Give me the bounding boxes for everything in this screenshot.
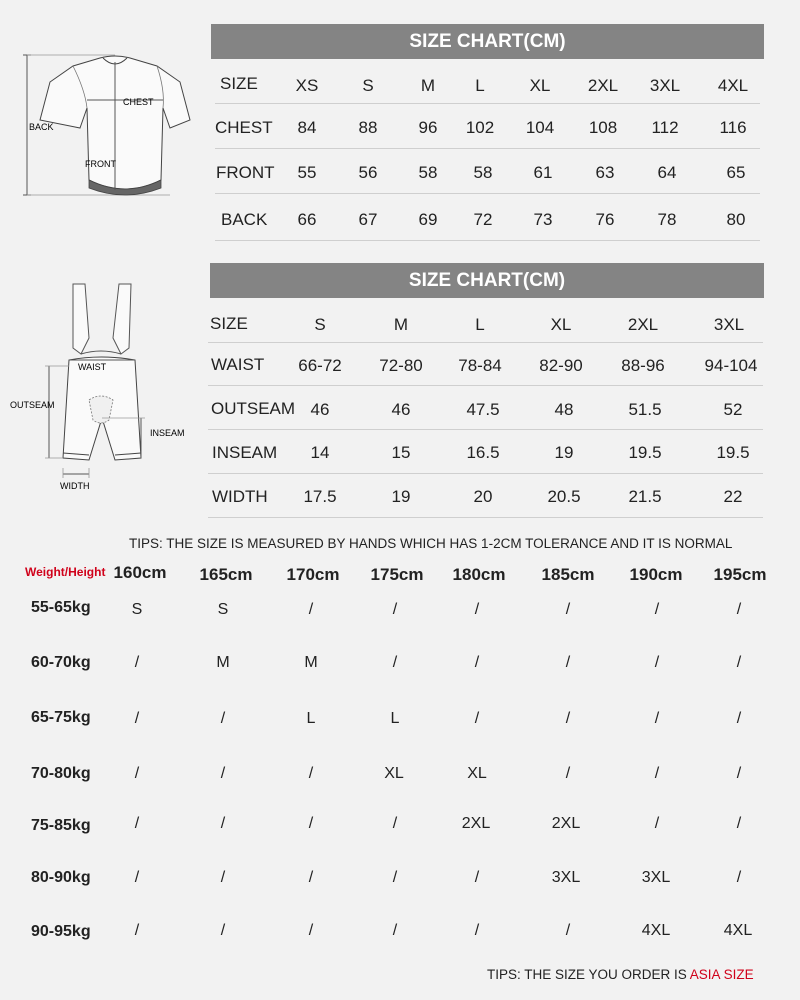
- size-cell: /: [474, 869, 480, 886]
- size-cell: 3XL: [551, 869, 581, 886]
- tips-asia-size-prefix: TIPS: THE SIZE YOU ORDER IS: [487, 967, 690, 982]
- size-cell: /: [565, 922, 571, 939]
- jersey-col-header: SIZE: [220, 74, 258, 93]
- bib-cell: 21.5: [628, 487, 662, 506]
- bib-cell: 22: [723, 487, 743, 506]
- jersey-cell: 55: [297, 163, 317, 182]
- jersey-cell: 69: [418, 210, 438, 229]
- jersey-col-header: 2XL: [587, 76, 619, 95]
- weight-row-label: 90-95kg: [31, 923, 91, 940]
- jersey-cell: 63: [595, 163, 615, 182]
- bib-cell: 94-104: [704, 356, 758, 375]
- size-cell: /: [736, 869, 742, 886]
- size-cell: /: [134, 815, 140, 832]
- size-cell: /: [392, 601, 398, 618]
- bib-cell: 17.5: [303, 487, 337, 506]
- width-label: WIDTH: [60, 481, 90, 491]
- size-cell: /: [474, 654, 480, 671]
- size-cell: /: [474, 710, 480, 727]
- weight-row-label: 75-85kg: [31, 817, 91, 834]
- size-cell: /: [308, 869, 314, 886]
- jersey-col-header: XS: [295, 76, 319, 95]
- size-cell: /: [220, 869, 226, 886]
- jersey-row-label: FRONT: [216, 163, 275, 182]
- bib-col-header: 3XL: [713, 315, 745, 334]
- jersey-diagram: [15, 40, 195, 205]
- jersey-cell: 78: [657, 210, 677, 229]
- bib-col-header: S: [314, 315, 326, 334]
- jersey-col-header: M: [420, 76, 436, 95]
- size-cell: /: [736, 654, 742, 671]
- jersey-cell: 116: [719, 118, 747, 137]
- size-cell: XL: [467, 765, 487, 782]
- size-cell: /: [220, 765, 226, 782]
- weight-row-label: 55-65kg: [31, 599, 91, 616]
- jersey-col-header: XL: [529, 76, 551, 95]
- bib-cell: 15: [391, 443, 411, 462]
- size-cell: /: [220, 815, 226, 832]
- bib-cell: 19.5: [628, 443, 662, 462]
- weight-row-label: 60-70kg: [31, 654, 91, 671]
- jersey-cell: 108: [588, 118, 618, 137]
- waist-label: WAIST: [78, 362, 107, 372]
- size-cell: L: [306, 710, 316, 727]
- size-cell: /: [392, 654, 398, 671]
- jersey-col-header: 4XL: [717, 76, 749, 95]
- size-cell: 2XL: [551, 815, 581, 832]
- bib-shorts-diagram: [5, 278, 205, 498]
- weight-row-label: 80-90kg: [31, 869, 91, 886]
- bib-col-header: M: [393, 315, 409, 334]
- size-cell: /: [220, 710, 226, 727]
- bib-cell: 46: [391, 400, 411, 419]
- size-cell: L: [390, 710, 400, 727]
- height-col-header: 165cm: [199, 565, 253, 584]
- jersey-cell: 80: [726, 210, 746, 229]
- bib-cell: 20: [473, 487, 493, 506]
- height-col-header: 160cm: [113, 563, 167, 582]
- size-cell: S: [131, 601, 143, 618]
- size-cell: XL: [384, 765, 404, 782]
- height-col-header: 175cm: [370, 565, 424, 584]
- size-cell: /: [736, 765, 742, 782]
- size-cell: 3XL: [641, 869, 671, 886]
- bib-col-header: XL: [550, 315, 572, 334]
- size-cell: /: [654, 654, 660, 671]
- jersey-cell: 58: [418, 163, 438, 182]
- jersey-col-header: 3XL: [649, 76, 681, 95]
- outseam-label: OUTSEAM: [10, 400, 55, 410]
- size-cell: /: [654, 815, 660, 832]
- bib-cell: 47.5: [466, 400, 500, 419]
- bib-cell: 19.5: [716, 443, 750, 462]
- size-cell: /: [308, 765, 314, 782]
- size-cell: /: [736, 710, 742, 727]
- bib-cell: 66-72: [298, 356, 342, 375]
- height-col-header: 180cm: [452, 565, 506, 584]
- size-cell: 4XL: [641, 922, 671, 939]
- size-cell: /: [654, 710, 660, 727]
- inseam-label: INSEAM: [150, 428, 185, 438]
- bib-row-label: OUTSEAM: [211, 399, 296, 418]
- jersey-cell: 72: [473, 210, 493, 229]
- height-col-header: 185cm: [541, 565, 595, 584]
- bib-cell: 19: [391, 487, 411, 506]
- size-cell: /: [565, 765, 571, 782]
- bib-cell: 16.5: [466, 443, 500, 462]
- jersey-cell: 84: [297, 118, 317, 137]
- bib-row-label: WIDTH: [212, 487, 268, 506]
- size-cell: /: [392, 869, 398, 886]
- bib-row-label: WAIST: [211, 355, 265, 374]
- bib-cell: 20.5: [547, 487, 581, 506]
- size-cell: /: [474, 922, 480, 939]
- jersey-cell: 65: [726, 163, 746, 182]
- jersey-row-label: BACK: [221, 210, 268, 229]
- size-cell: /: [134, 710, 140, 727]
- bib-cell: 19: [554, 443, 574, 462]
- size-cell: /: [736, 601, 742, 618]
- back-label: BACK: [29, 122, 54, 132]
- jersey-cell: 76: [595, 210, 615, 229]
- size-cell: 2XL: [461, 815, 491, 832]
- size-cell: M: [216, 654, 230, 671]
- jersey-cell: 102: [465, 118, 495, 137]
- size-cell: /: [134, 654, 140, 671]
- jersey-cell: 56: [358, 163, 378, 182]
- weight-height-corner-label: Weight/Height: [25, 565, 106, 579]
- bib-col-header: L: [475, 315, 485, 334]
- jersey-cell: 64: [657, 163, 677, 182]
- size-cell: /: [392, 815, 398, 832]
- jersey-cell: 88: [358, 118, 378, 137]
- size-cell: /: [134, 869, 140, 886]
- bib-cell: 48: [554, 400, 574, 419]
- jersey-cell: 66: [297, 210, 317, 229]
- bib-cell: 52: [723, 400, 743, 419]
- size-cell: /: [308, 601, 314, 618]
- jersey-cell: 96: [418, 118, 438, 137]
- bib-chart-title: SIZE CHART(CM): [210, 263, 764, 298]
- bib-col-header: 2XL: [627, 315, 659, 334]
- jersey-cell: 73: [533, 210, 553, 229]
- size-cell: /: [308, 815, 314, 832]
- height-col-header: 195cm: [713, 565, 767, 584]
- jersey-col-header: S: [362, 76, 374, 95]
- bib-cell: 82-90: [539, 356, 583, 375]
- bib-cell: 46: [310, 400, 330, 419]
- size-cell: /: [308, 922, 314, 939]
- jersey-cell: 61: [533, 163, 553, 182]
- asia-size-highlight: ASIA SIZE: [689, 967, 754, 982]
- size-cell: /: [654, 765, 660, 782]
- bib-col-header: SIZE: [210, 314, 248, 333]
- jersey-col-header: L: [475, 76, 485, 95]
- size-cell: /: [392, 922, 398, 939]
- jersey-cell: 58: [473, 163, 493, 182]
- size-cell: /: [220, 922, 226, 939]
- weight-row-label: 65-75kg: [31, 709, 91, 726]
- size-cell: /: [474, 601, 480, 618]
- front-label: FRONT: [85, 159, 116, 169]
- bib-cell: 51.5: [628, 400, 662, 419]
- height-col-header: 170cm: [286, 565, 340, 584]
- jersey-cell: 112: [651, 118, 679, 137]
- tips-asia-size: [487, 967, 754, 982]
- bib-row-label: INSEAM: [212, 443, 278, 462]
- chest-label: CHEST: [123, 97, 154, 107]
- size-cell: /: [565, 710, 571, 727]
- bib-cell: 14: [310, 443, 330, 462]
- size-cell: S: [217, 601, 229, 618]
- bib-cell: 72-80: [379, 356, 423, 375]
- jersey-cell: 67: [358, 210, 378, 229]
- size-cell: /: [134, 765, 140, 782]
- tips-tolerance: TIPS: THE SIZE IS MEASURED BY HANDS WHICH HAS 1-2CM TOLERANCE AND IT IS NORMAL: [129, 536, 733, 551]
- size-cell: 4XL: [723, 922, 753, 939]
- jersey-chart-title: SIZE CHART(CM): [211, 24, 764, 59]
- height-col-header: 190cm: [629, 565, 683, 584]
- jersey-row-label: CHEST: [215, 118, 273, 137]
- size-cell: /: [134, 922, 140, 939]
- size-cell: M: [304, 654, 318, 671]
- jersey-cell: 104: [525, 118, 555, 137]
- size-cell: /: [565, 654, 571, 671]
- bib-cell: 78-84: [458, 356, 502, 375]
- size-cell: /: [565, 601, 571, 618]
- size-cell: /: [654, 601, 660, 618]
- bib-cell: 88-96: [621, 356, 665, 375]
- size-cell: /: [736, 815, 742, 832]
- weight-row-label: 70-80kg: [31, 765, 91, 782]
